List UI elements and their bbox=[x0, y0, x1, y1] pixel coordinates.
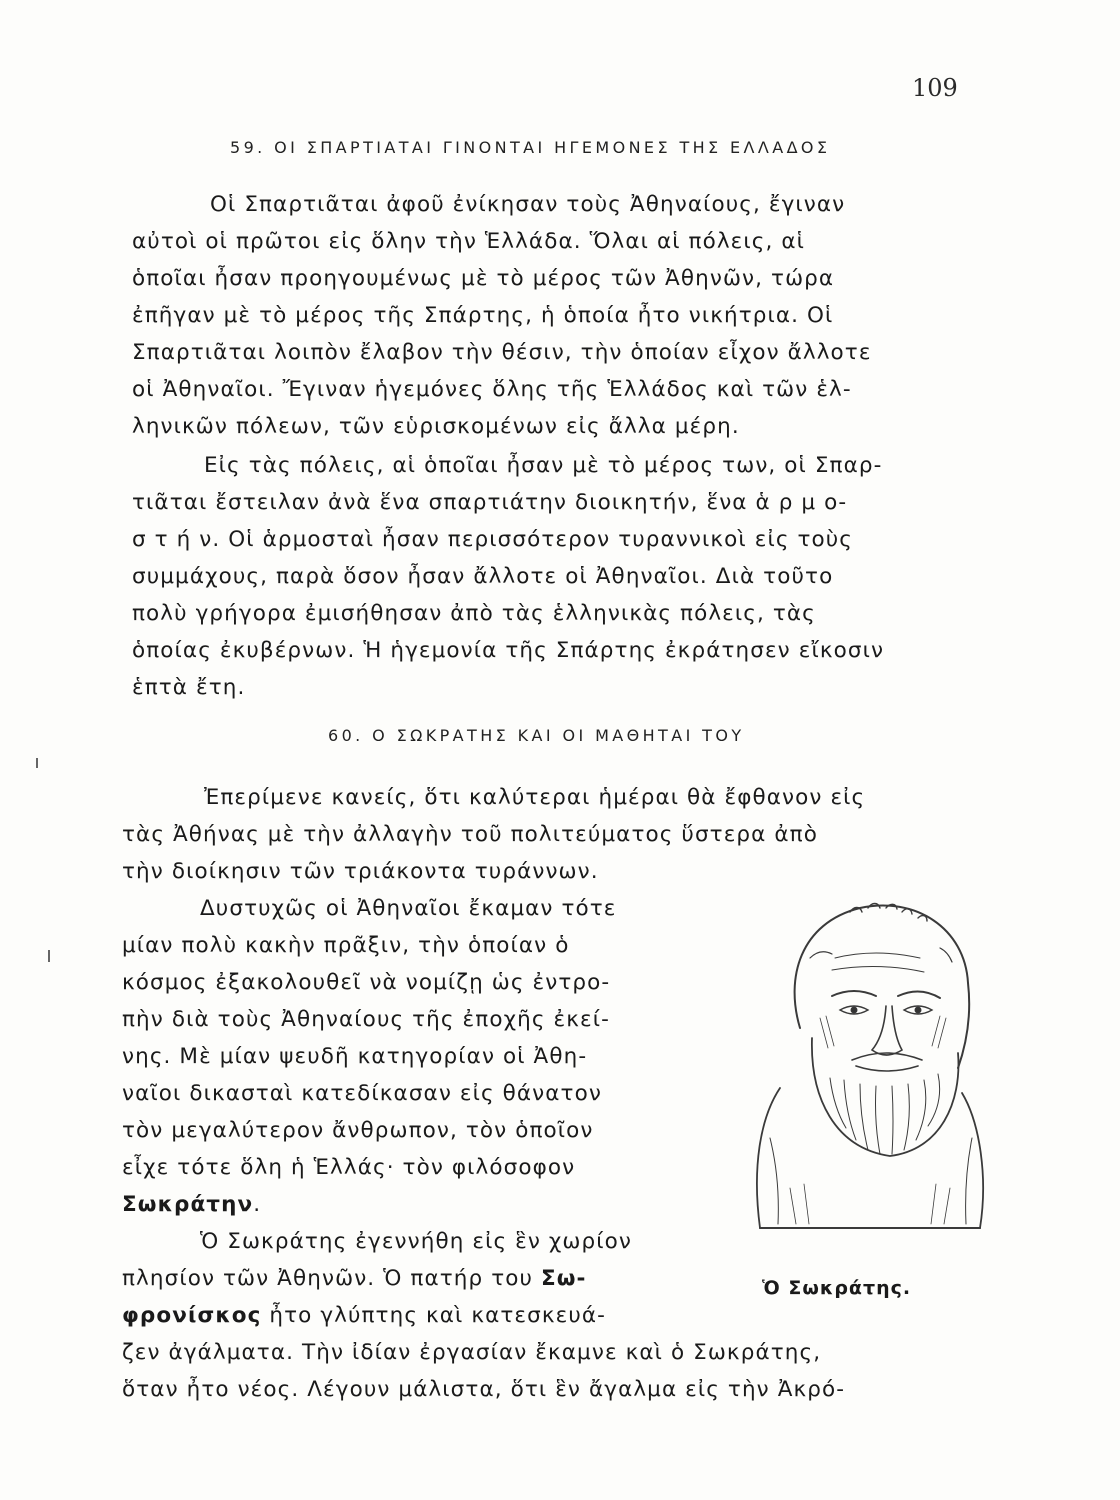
portrait-caption: Ὁ Σωκράτης. bbox=[762, 1277, 912, 1299]
section-59-line: σ τ ή ν. Οἱ ἁρμοσταὶ ἦσαν περισσότερον τυραννικοὶ εἰς τοὺς bbox=[132, 527, 854, 552]
section-60-line: εἶχε τότε ὅλη ἡ Ἑλλάς· τὸν φιλόσοφον bbox=[122, 1155, 576, 1180]
section-60-line: τὰς Ἀθήνας μὲ τὴν ἀλλαγὴν τοῦ πολιτεύματος ὕστερα ἀπὸ bbox=[122, 822, 818, 847]
section-60-line: Δυστυχῶς οἱ Ἀθηναῖοι ἔκαμαν τότε bbox=[200, 896, 617, 921]
socrates-portrait-illustration bbox=[740, 888, 1000, 1258]
section-59-heading: 59. ΟΙ ΣΠΑΡΤΙΑΤΑΙ ΓΙΝΟΝΤΑΙ ΗΓΕΜΟΝΕΣ ΤΗΣ ΕΛΛΑΔΟΣ bbox=[230, 138, 831, 157]
section-59-line: αὐτοὶ οἱ πρῶτοι εἰς ὅλην τὴν Ἑλλάδα. Ὅλαι αἱ πόλεις, αἱ bbox=[132, 229, 805, 254]
section-59-line: συμμάχους, παρὰ ὅσον ἦσαν ἄλλοτε οἱ Ἀθηναῖοι. Διὰ τοῦτο bbox=[132, 564, 834, 589]
section-59-line: ὁποῖαι ἦσαν προηγουμένως μὲ τὸ μέρος τῶν Ἀθηνῶν, τώρα bbox=[132, 266, 835, 291]
section-59-line: πολὺ γρήγορα ἐμισήθησαν ἀπὸ τὰς ἑλληνικὰς πόλεις, τὰς bbox=[132, 601, 816, 626]
section-60-line: τὴν διοίκησιν τῶν τριάκοντα τυράννων. bbox=[122, 859, 599, 884]
socrates-line-end: . bbox=[253, 1192, 262, 1217]
section-59-line: Οἱ Σπαρτιᾶται ἀφοῦ ἐνίκησαν τοὺς Ἀθηναίους, ἔγιναν bbox=[210, 192, 846, 217]
page-number: 109 bbox=[912, 74, 958, 102]
section-60-line bbox=[122, 1303, 606, 1328]
father-line-text: πλησίον τῶν Ἀθηνῶν. Ὁ πατήρ του bbox=[122, 1266, 541, 1291]
margin-mark bbox=[36, 758, 38, 768]
sculptor-line-text: ἦτο γλύπτης καὶ κατεσκευά- bbox=[261, 1303, 607, 1328]
section-59-line: Εἰς τὰς πόλεις, αἱ ὁποῖαι ἦσαν μὲ τὸ μέρος των, οἱ Σπαρ- bbox=[204, 453, 883, 478]
sophroniskos-bold-end: φρονίσκος bbox=[122, 1303, 262, 1328]
section-60-line: Ὁ Σωκράτης ἐγεννήθη εἰς ἓν χωρίον bbox=[200, 1229, 633, 1254]
section-60-line bbox=[122, 1266, 587, 1291]
section-59-line: ἑπτὰ ἔτη. bbox=[132, 675, 246, 700]
section-59-line: ἐπῆγαν μὲ τὸ μέρος τῆς Σπάρτης, ἡ ὁποία ἦτο νικήτρια. Οἱ bbox=[132, 303, 834, 328]
socrates-name-bold: Σωκράτην bbox=[122, 1192, 254, 1217]
section-60-line: πὴν διὰ τοὺς Ἀθηναίους τῆς ἐποχῆς ἐκεί- bbox=[122, 1007, 610, 1032]
section-60-line: ζεν ἀγάλματα. Τὴν ἰδίαν ἐργασίαν ἔκαμνε καὶ ὁ Σωκράτης, bbox=[122, 1340, 822, 1365]
section-59-line: τιᾶται ἔστειλαν ἀνὰ ἕνα σπαρτιάτην διοικητήν, ἕνα ἁ ρ μ ο- bbox=[132, 490, 848, 515]
section-59-line: Σπαρτιᾶται λοιπὸν ἔλαβον τὴν θέσιν, τὴν ὁποίαν εἶχον ἄλλοτε bbox=[132, 340, 872, 365]
section-60-line: ναῖοι δικασταὶ κατεδίκασαν εἰς θάνατον bbox=[122, 1081, 602, 1106]
section-59-line: οἱ Ἀθηναῖοι. Ἔγιναν ἡγεμόνες ὅλης τῆς Ἑλλάδος καὶ τῶν ἑλ- bbox=[132, 377, 852, 402]
section-60-line bbox=[122, 1192, 261, 1217]
section-60-line: νης. Μὲ μίαν ψευδῆ κατηγορίαν οἱ Ἀθη- bbox=[122, 1044, 588, 1069]
section-60-line: τὸν μεγαλύτερον ἄνθρωπον, τὸν ὁποῖον bbox=[122, 1118, 594, 1143]
section-59-line: ὁποίας ἐκυβέρνων. Ἡ ἡγεμονία τῆς Σπάρτης ἐκράτησεν εἴκοσιν bbox=[132, 638, 885, 663]
section-60-line: κόσμος ἐξακολουθεῖ νὰ νομίζῃ ὡς ἐντρο- bbox=[122, 970, 611, 995]
section-60-line: Ἐπερίμενε κανείς, ὅτι καλύτεραι ἡμέραι θὰ ἔφθανον εἰς bbox=[204, 785, 866, 810]
section-60-line: μίαν πολὺ κακὴν πρᾶξιν, τὴν ὁποίαν ὁ bbox=[122, 933, 570, 958]
section-60-line: ὅταν ἦτο νέος. Λέγουν μάλιστα, ὅτι ἓν ἄγαλμα εἰς τὴν Ἀκρό- bbox=[122, 1377, 846, 1402]
sophroniskos-bold-start: Σω- bbox=[540, 1266, 587, 1291]
section-59-line: ληνικῶν πόλεων, τῶν εὑρισκομένων εἰς ἄλλα μέρη. bbox=[132, 414, 740, 439]
margin-mark bbox=[48, 950, 50, 962]
section-60-heading: 60. Ο ΣΩΚΡΑΤΗΣ ΚΑΙ ΟΙ ΜΑΘΗΤΑΙ ΤΟΥ bbox=[328, 726, 745, 745]
